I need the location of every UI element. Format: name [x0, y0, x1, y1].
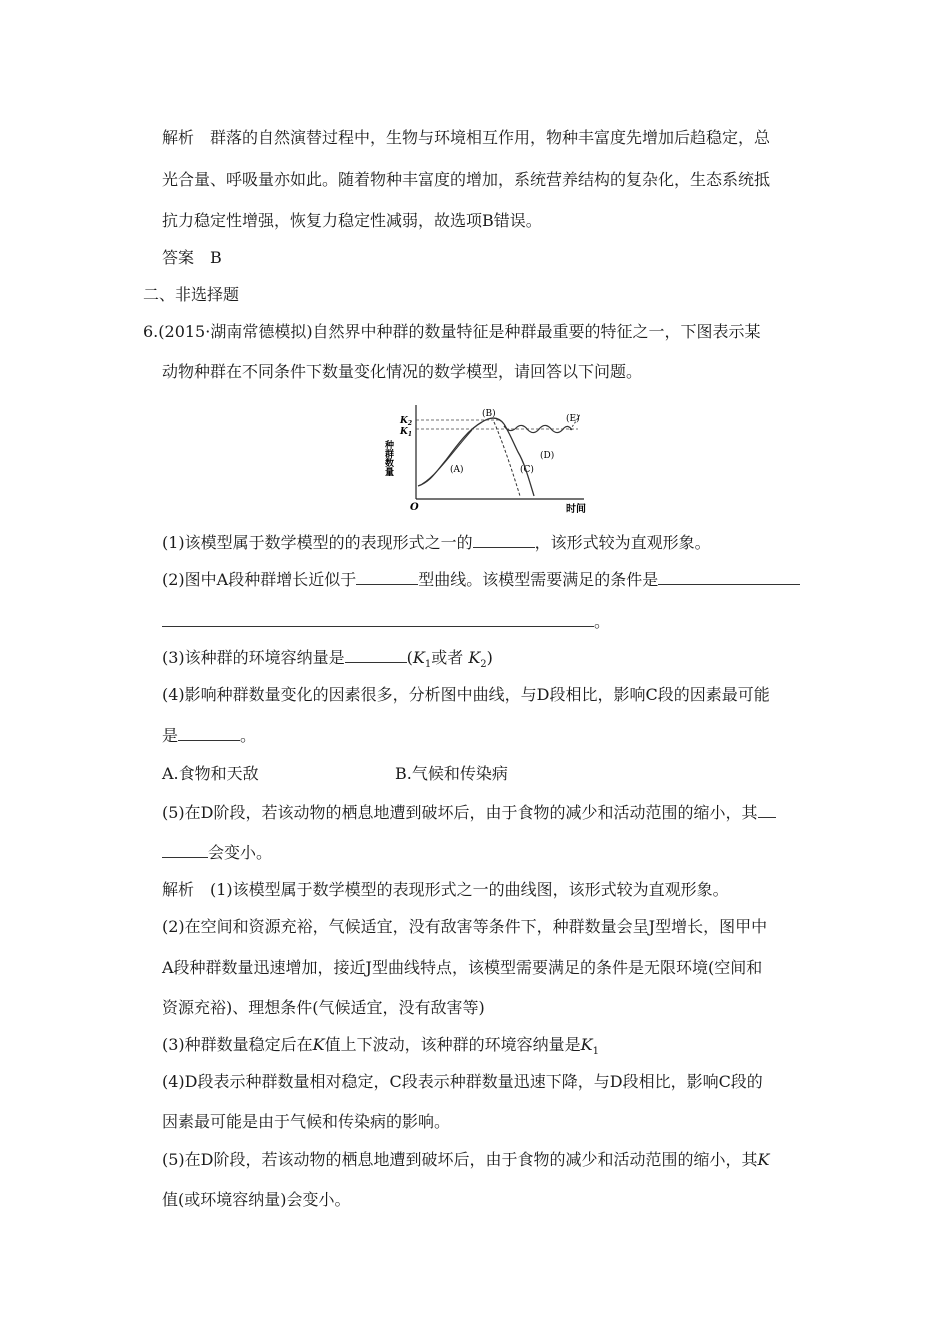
sub-question-1: [162, 533, 711, 553]
sub2-end: 。: [594, 612, 611, 631]
sub3-k1: K: [412, 648, 425, 667]
sub-question-4-line-2: [162, 726, 256, 746]
analysis-3-mid: 值上下波动，该种群的环境容纳量是: [324, 1035, 581, 1054]
sub3-or: 或者: [431, 648, 469, 667]
section-heading: 二、非选择题: [143, 285, 240, 304]
k2-label: $K_2$: [400, 416, 413, 427]
analysis-5-text: (5)在D阶段，若该动物的栖息地遭到破坏后，由于食物的减少和活动范围的缩小，其: [162, 1150, 758, 1169]
label-a: (A): [450, 465, 464, 475]
sub2-text-mid: 型曲线。该模型需要满足的条件是: [418, 570, 659, 589]
option-a[interactable]: A.食物和天敌: [162, 764, 259, 783]
k1-label: $K_1$: [400, 427, 413, 438]
analysis-line-3: 抗力稳定性增强，恢复力稳定性减弱，故选项B错误。: [162, 211, 542, 230]
sub5-blank-2[interactable]: [162, 843, 208, 858]
sub-question-5-line-1: [162, 803, 776, 823]
curve-a-b: [418, 418, 504, 486]
x-axis-label: 时间: [566, 504, 586, 515]
sub2-blank-2[interactable]: [658, 570, 800, 585]
sub3-k2-sub: 2: [480, 659, 487, 671]
answer-analysis-line-5: [162, 1035, 599, 1062]
label-b: (B): [482, 409, 496, 419]
label-c: (C): [520, 465, 534, 475]
sub3-blank[interactable]: [345, 648, 407, 663]
analysis-line-2: 光合量、呼吸量亦如此。随着物种丰富度的增加，系统营养结构的复杂化，生态系统抵: [162, 170, 771, 189]
sub1-blank[interactable]: [473, 533, 535, 548]
label-e: (E): [566, 414, 580, 424]
sub2-blank-3[interactable]: [162, 612, 594, 627]
analysis-3-text: (3)种群数量稳定后在: [162, 1035, 313, 1054]
sub-question-5-line-2: [162, 843, 272, 863]
y-axis-label: 种群数量: [383, 440, 393, 476]
answer-analysis-line-7: 因素最可能是由于气候和传染病的影响。: [162, 1112, 451, 1131]
label-d: (D): [540, 451, 555, 461]
analysis-3-k1-sub: 1: [592, 1046, 599, 1058]
analysis-line-1: 解析 群落的自然演替过程中，生物与环境相互作用，物种丰富度先增加后趋稳定，总: [162, 128, 771, 147]
sub5-text: (5)在D阶段，若该动物的栖息地遭到破坏后，由于食物的减少和活动范围的缩小，其: [162, 803, 758, 822]
sub-question-4-line-1: (4)影响种群数量变化的因素很多，分析图中曲线，与D段相比，影响C段的因素最可能: [162, 685, 770, 704]
option-b[interactable]: B.气候和传染病: [395, 764, 508, 783]
sub3-paren-open: (: [406, 648, 413, 667]
sub3-k2: K: [468, 648, 481, 667]
answer-analysis-line-2: (2)在空间和资源充裕，气候适宜，没有敌害等条件下，种群数量会呈J型增长，图甲中: [162, 917, 768, 936]
sub4-blank[interactable]: [178, 726, 240, 741]
curve-c-dashed: [494, 422, 520, 496]
analysis-3-k: K: [312, 1035, 325, 1054]
sub3-k1-sub: 1: [424, 659, 432, 671]
answer-analysis-line-6: (4)D段表示种群数量相对稳定，C段表示种群数量迅速下降，与D段相比，影响C段的: [162, 1072, 763, 1091]
sub-question-2: [162, 570, 800, 590]
origin-label: O: [410, 502, 419, 513]
sub-question-4-options: [162, 764, 762, 784]
sub5-blank-1[interactable]: [758, 803, 776, 818]
question-6-line-2: 动物种群在不同条件下数量变化情况的数学模型，请回答以下问题。: [162, 362, 643, 381]
sub4-end: 。: [240, 726, 257, 745]
curve-a-secondary: [422, 430, 472, 484]
answer-analysis-line-4: 资源充裕)、理想条件(气候适宜，没有敌害等): [162, 998, 485, 1017]
sub2-text: (2)图中A段种群增长近似于: [162, 570, 357, 589]
analysis-3-k1: K: [580, 1035, 593, 1054]
answer-line: 答案 B: [162, 248, 222, 267]
answer-analysis-line-1: 解析 (1)该模型属于数学模型的表现形式之一的曲线图，该形式较为直观形象。: [162, 880, 729, 899]
question-6-line-1: 6.(2015·湖南常德模拟)自然界中种群的数量特征是种群最重要的特征之一，下图表示某: [143, 322, 761, 341]
answer-analysis-line-9: 值(或环境容纳量)会变小。: [162, 1190, 351, 1209]
population-curve-figure: [378, 400, 588, 518]
sub-question-3: [162, 648, 493, 675]
sub5-end: 会变小。: [208, 843, 273, 862]
analysis-5-k: K: [757, 1150, 770, 1169]
answer-analysis-line-3: A段种群数量迅速增加，接近J型曲线特点，该模型需要满足的条件是无限环境(空间和: [162, 958, 763, 977]
answer-analysis-line-8: [162, 1150, 769, 1170]
sub3-paren-close: ): [486, 648, 493, 667]
sub3-text: (3)该种群的环境容纳量是: [162, 648, 345, 667]
sub2-blank-1[interactable]: [356, 570, 418, 585]
sub1-text-end: ，该形式较为直观形象。: [534, 533, 711, 552]
sub1-text: (1)该模型属于数学模型的的表现形式之一的: [162, 533, 473, 552]
sub-question-2-line-2: [162, 612, 610, 632]
sub4-text: 是: [162, 726, 179, 745]
